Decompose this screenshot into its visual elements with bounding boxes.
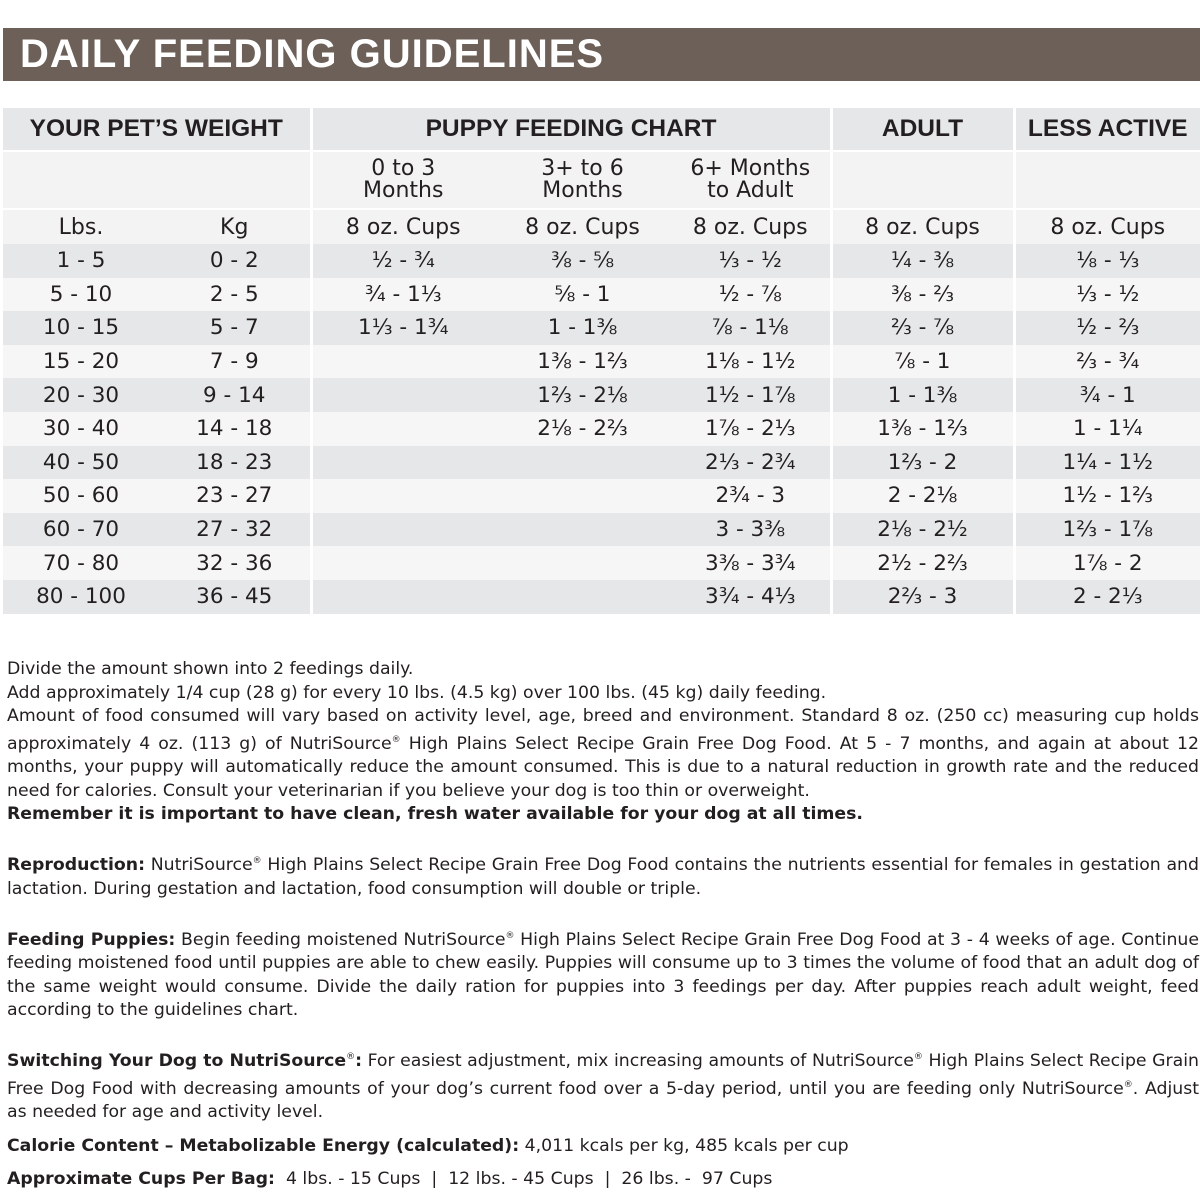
less-active-cell: ⅛ - ⅓ [1014, 244, 1200, 278]
age-3-6-header [494, 151, 671, 209]
less-active-cell: ⅔ - ¾ [1014, 345, 1200, 379]
puppy-3-6-cell: 2⅛ - 2⅔ [494, 412, 671, 446]
less-active-cell: 1⅞ - 2 [1014, 546, 1200, 580]
puppy-0-3-cell: ½ - ¾ [311, 244, 494, 278]
weight-lbs-cell: 30 - 40 [3, 412, 159, 446]
less-active-cell: 2 - 2⅓ [1014, 580, 1200, 614]
less-active-cell: ⅓ - ½ [1014, 278, 1200, 312]
weight-kg-cell: 5 - 7 [159, 311, 311, 345]
adult-cell: 1⅔ - 2 [831, 446, 1014, 480]
feeding-table [3, 108, 1200, 614]
puppy-0-3-cell [311, 378, 494, 412]
page-title: DAILY FEEDING GUIDELINES [3, 28, 1200, 81]
registered-mark: ® [913, 1052, 923, 1062]
note-over-100: Add approximately 1/4 cup (28 g) for every 10 lbs. (4.5 kg) over 100 lbs. (45 kg) daily feeding. [7, 682, 827, 703]
table-row [3, 580, 1200, 614]
puppy-3-6-cell: ⅜ - ⅝ [494, 244, 671, 278]
less-active-cell: 1 - 1¼ [1014, 412, 1200, 446]
weight-kg-cell: 9 - 14 [159, 378, 311, 412]
age-6-adult-header [671, 151, 831, 209]
switching-text-c: . Adjust as needed for age and activity level. [7, 1078, 1199, 1122]
age-6-adult-line2: to Adult [707, 178, 794, 203]
note-consumption-a: Amount of food consumed will vary based on activity level, age, breed and environment. Standard 8 oz. (250 cc) measuring cup holds approximately 4 oz. (113 g) of NutriSource [7, 706, 1199, 754]
switching-text-b: High Plains Select Recipe Grain Free Dog Food with decreasing amounts of your dog’s current food over a 5-day period, until you are feeding only NutriSource [7, 1051, 1199, 1099]
puppy-3-6-cell [494, 513, 671, 547]
lbs-header: Lbs. [3, 209, 159, 244]
weight-lbs-cell: 70 - 80 [3, 546, 159, 580]
cups-per-bag-label: Approximate Cups Per Bag: [7, 1169, 275, 1189]
reproduction-text-a: NutriSource [144, 855, 253, 875]
puppy-6-adult-cell: 2¾ - 3 [671, 479, 831, 513]
puppy-6-adult-cell: ⅓ - ½ [671, 244, 831, 278]
reproduction-label: Reproduction: [7, 855, 145, 875]
puppy-3-6-cell: 1⅜ - 1⅔ [494, 345, 671, 379]
puppy-3-6-cell [494, 446, 671, 480]
calorie-label: Calorie Content – Metabolizable Energy (calculated): [7, 1135, 520, 1156]
puppy-6-adult-cell: 1⅛ - 1½ [671, 345, 831, 379]
note-divide: Divide the amount shown into 2 feedings daily. [7, 659, 414, 679]
weight-lbs-cell: 15 - 20 [3, 345, 159, 379]
feeding-puppies-label: Feeding Puppies: [7, 929, 176, 950]
puppy-0-3-cell [311, 513, 494, 547]
weight-kg-cell: 36 - 45 [159, 580, 311, 614]
table-header-row [3, 108, 1200, 151]
weight-lbs-cell: 80 - 100 [3, 580, 159, 614]
puppy-6-adult-cell: 3⅜ - 3¾ [671, 546, 831, 580]
puppy-6-adult-cell: 1½ - 1⅞ [671, 378, 831, 412]
less-active-header: LESS ACTIVE [1014, 108, 1200, 151]
weight-lbs-cell: 5 - 10 [3, 278, 159, 312]
adult-subheader-empty [831, 151, 1014, 209]
adult-cell: ⅞ - 1 [831, 345, 1014, 379]
registered-mark: ® [391, 734, 401, 745]
adult-cell: 2½ - 2⅔ [831, 546, 1014, 580]
puppy-0-3-cell [311, 345, 494, 379]
table-row [3, 412, 1200, 446]
table-row [3, 446, 1200, 480]
puppy-6-adult-cell: ⅞ - 1⅛ [671, 311, 831, 345]
note-consumption [7, 705, 1199, 827]
puppy-3-6-cell [494, 546, 671, 580]
adult-cell: ¼ - ⅜ [831, 244, 1014, 278]
weight-kg-cell: 23 - 27 [159, 479, 311, 513]
table-row [3, 244, 1200, 278]
weight-kg-cell: 2 - 5 [159, 278, 311, 312]
puppy-3-6-cell [494, 479, 671, 513]
adult-cell: ⅜ - ⅔ [831, 278, 1014, 312]
age-3-6-line2: Months [542, 178, 623, 203]
cups-header-less-active: 8 oz. Cups [1014, 209, 1200, 244]
weight-kg-cell: 27 - 32 [159, 513, 311, 547]
adult-cell: 2⅛ - 2½ [831, 513, 1014, 547]
puppy-6-adult-cell: 3¾ - 4⅓ [671, 580, 831, 614]
feeding-notes [7, 658, 1199, 1192]
puppy-0-3-cell [311, 412, 494, 446]
note-calorie-content [7, 1135, 1199, 1159]
cups-header-6-adult: 8 oz. Cups [671, 209, 831, 244]
feeding-puppies-text-b: High Plains Select Recipe Grain Free Dog Food at 3 - 4 weeks of age. Continue feeding moistened food until puppies are able to chew easily. Puppies will consume up to 3 times the volume of food that an adult dog of the same weight would consume. Divide the daily ration for puppies into 3 feedings per day. After puppies reach adult weight, feed according to the guidelines chart. [7, 929, 1199, 1020]
table-row [3, 345, 1200, 379]
weight-lbs-cell: 10 - 15 [3, 311, 159, 345]
puppy-6-adult-cell: 3 - 3⅜ [671, 513, 831, 547]
note-consumption-b: High Plains Select Recipe Grain Free Dog Food. At 5 - 7 months, and again at about 12 months, your puppy will automatically reduce the amount consumed. This is due to a natural reduction in growth rate and the reduced need for calories. Consult your veterinarian if you believe your dog is too thin or overweight. [7, 733, 1199, 801]
note-reproduction [7, 850, 1199, 901]
puppy-0-3-cell: 1⅓ - 1¾ [311, 311, 494, 345]
weight-kg-cell: 18 - 23 [159, 446, 311, 480]
weight-lbs-cell: 60 - 70 [3, 513, 159, 547]
puppy-3-6-cell [494, 580, 671, 614]
puppy-3-6-cell: 1 - 1⅜ [494, 311, 671, 345]
adult-cell: 1 - 1⅜ [831, 378, 1014, 412]
age-6-adult-line1: 6+ Months [690, 156, 811, 181]
adult-header: ADULT [831, 108, 1014, 151]
puppy-0-3-cell [311, 446, 494, 480]
weight-lbs-cell: 20 - 30 [3, 378, 159, 412]
age-0-3-header [311, 151, 494, 209]
note-feeding-puppies [7, 925, 1199, 1023]
age-0-3-line1: 0 to 3 [371, 156, 436, 181]
table-row [3, 278, 1200, 312]
puppy-0-3-cell [311, 546, 494, 580]
puppy-3-6-cell: ⅝ - 1 [494, 278, 671, 312]
puppy-6-adult-cell: 1⅞ - 2⅓ [671, 412, 831, 446]
less-active-cell: ¾ - 1 [1014, 378, 1200, 412]
switching-text-a: For easiest adjustment, mix increasing amounts of NutriSource [362, 1051, 914, 1071]
note-water: Remember it is important to have clean, fresh water available for your dog at all times. [7, 804, 863, 824]
cups-header-3-6: 8 oz. Cups [494, 209, 671, 244]
table-row [3, 546, 1200, 580]
cups-header-adult: 8 oz. Cups [831, 209, 1014, 244]
registered-mark: ® [346, 1052, 356, 1062]
puppy-0-3-cell [311, 580, 494, 614]
weight-lbs-cell: 50 - 60 [3, 479, 159, 513]
table-row [3, 378, 1200, 412]
puppy-3-6-cell: 1⅔ - 2⅛ [494, 378, 671, 412]
switching-label: Switching Your Dog to NutriSource [7, 1051, 347, 1071]
weight-header: YOUR PET’S WEIGHT [3, 108, 311, 151]
weight-lbs-cell: 1 - 5 [3, 244, 159, 278]
adult-cell: 2 - 2⅛ [831, 479, 1014, 513]
less-active-cell: ½ - ⅔ [1014, 311, 1200, 345]
age-header-row [3, 151, 1200, 209]
puppy-6-adult-cell: ½ - ⅞ [671, 278, 831, 312]
table-row [3, 513, 1200, 547]
weight-kg-cell: 7 - 9 [159, 345, 311, 379]
weight-kg-cell: 14 - 18 [159, 412, 311, 446]
calorie-value: 4,011 kcals per kg, 485 kcals per cup [519, 1135, 849, 1156]
less-active-subheader-empty [1014, 151, 1200, 209]
weight-subheader-empty [3, 151, 311, 209]
less-active-cell: 1⅔ - 1⅞ [1014, 513, 1200, 547]
less-active-cell: 1½ - 1⅔ [1014, 479, 1200, 513]
kg-header: Kg [159, 209, 311, 244]
puppy-6-adult-cell: 2⅓ - 2¾ [671, 446, 831, 480]
note-switching [7, 1046, 1199, 1125]
reproduction-text-b: High Plains Select Recipe Grain Free Dog Food contains the nutrients essential for females in gestation and lactation. During gestation and lactation, food consumption will double or triple. [7, 855, 1199, 899]
age-0-3-line2: Months [363, 178, 444, 203]
weight-kg-cell: 0 - 2 [159, 244, 311, 278]
puppy-0-3-cell [311, 479, 494, 513]
puppy-header: PUPPY FEEDING CHART [311, 108, 831, 151]
registered-mark: ® [1123, 1079, 1133, 1090]
adult-cell: 2⅔ - 3 [831, 580, 1014, 614]
table-row [3, 311, 1200, 345]
feeding-puppies-text-a: Begin feeding moistened NutriSource [175, 929, 506, 950]
registered-mark: ® [505, 930, 515, 941]
note-cups-per-bag [7, 1168, 1199, 1192]
less-active-cell: 1¼ - 1½ [1014, 446, 1200, 480]
switching-colon: : [355, 1051, 362, 1071]
adult-cell: 1⅜ - 1⅔ [831, 412, 1014, 446]
puppy-0-3-cell: ¾ - 1⅓ [311, 278, 494, 312]
registered-mark: ® [252, 856, 262, 866]
table-body [3, 244, 1200, 614]
weight-lbs-cell: 40 - 50 [3, 446, 159, 480]
adult-cell: ⅔ - ⅞ [831, 311, 1014, 345]
weight-kg-cell: 32 - 36 [159, 546, 311, 580]
cups-header-0-3: 8 oz. Cups [311, 209, 494, 244]
cups-per-bag-value: 4 lbs. - 15 Cups | 12 lbs. - 45 Cups | 26 lbs. - 97 Cups [274, 1169, 773, 1189]
age-3-6-line1: 3+ to 6 [541, 156, 624, 181]
unit-header-row [3, 209, 1200, 244]
table-row [3, 479, 1200, 513]
